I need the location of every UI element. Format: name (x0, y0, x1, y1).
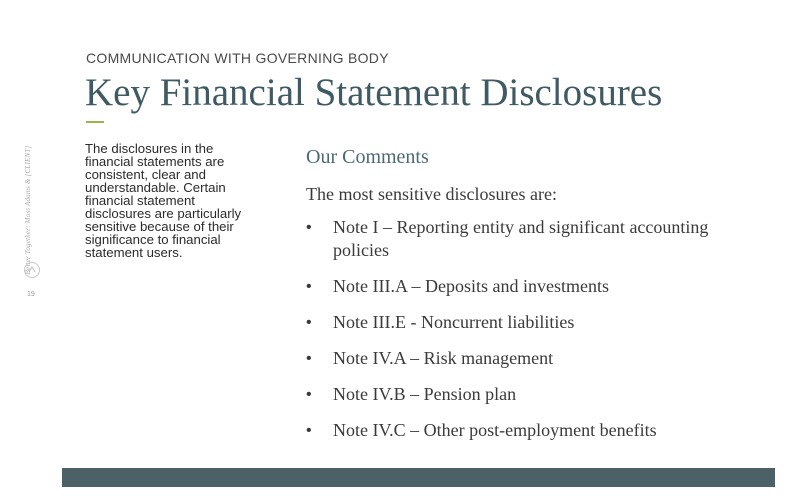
page-title: Key Financial Statement Disclosures (85, 71, 663, 114)
comments-heading: Our Comments (306, 146, 429, 168)
title-accent-line (86, 121, 104, 123)
list-item (306, 216, 756, 262)
list-item (306, 383, 756, 406)
list-item-text: Note III.A – Deposits and investments (333, 276, 609, 296)
list-item-text: Note III.E - Noncurrent liabilities (333, 312, 575, 332)
footer-bar (62, 468, 775, 487)
list-item-text: Note IV.C – Other post-employment benefits (333, 420, 657, 440)
bullet-icon: • (306, 386, 312, 403)
list-item (306, 347, 756, 370)
bullet-icon: • (306, 350, 312, 367)
vertical-side-label: Better Together: Moss Adams & [CLIENT] (24, 145, 32, 275)
logo-mark-icon (27, 265, 37, 275)
bullet-icon: • (306, 314, 312, 331)
list-item-text: Note IV.A – Risk management (333, 348, 554, 368)
list-item (306, 419, 756, 442)
logo-icon (24, 262, 40, 278)
comments-lead: The most sensitive disclosures are: (306, 184, 557, 204)
bullet-icon: • (306, 278, 312, 295)
list-item (306, 311, 756, 334)
list-item (306, 275, 756, 298)
bullet-icon: • (306, 219, 312, 236)
bullet-icon: • (306, 422, 312, 439)
page-number: 19 (27, 291, 35, 298)
list-item-text: Note I – Reporting entity and significant accounting policies (333, 217, 709, 260)
list-item-text: Note IV.B – Pension plan (333, 384, 517, 404)
intro-paragraph: The disclosures in the financial statements are consistent, clear and understandable. Certain financial statement disclosures are particularly sensitive because of their significance to financial statement users. (85, 141, 242, 260)
disclosure-list (306, 216, 756, 455)
section-eyebrow: COMMUNICATION WITH GOVERNING BODY (86, 50, 389, 66)
